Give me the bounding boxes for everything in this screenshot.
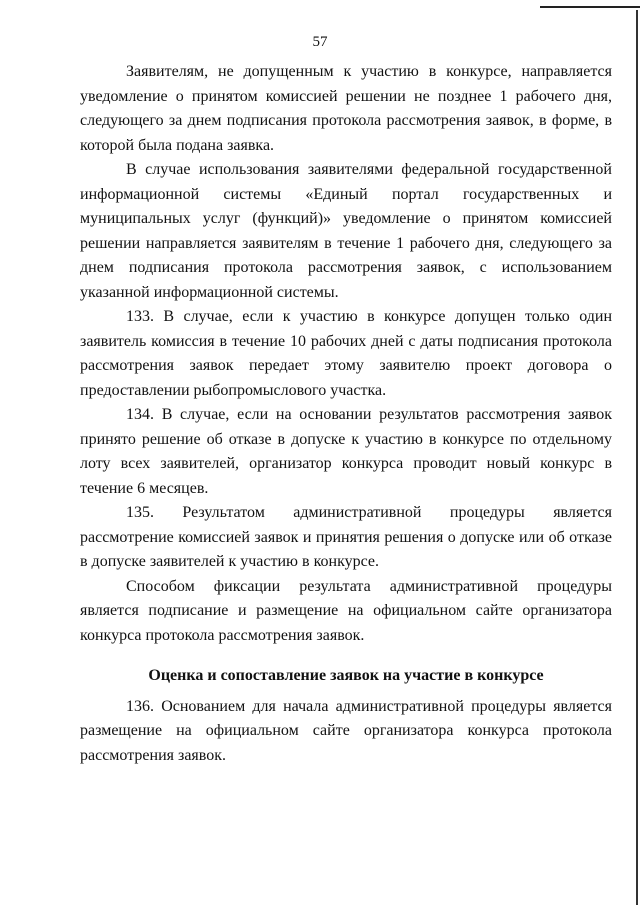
scan-edge-top — [540, 6, 640, 8]
page-number: 57 — [312, 34, 328, 50]
paragraph-epgu-notice: В случае использования заявителями федеральной государственной информационной системы «Единый портал государственных и муниципальных услуг (функций)» уведомление о принятом комиссией решении направляется заявителям в течение 1 рабочего дня, следующего за днем подписания протокола рассмотрения заявок, с использованием указанной информационной системы. — [80, 161, 612, 301]
section-heading: Оценка и сопоставление заявок на участие в конкурсе — [148, 667, 544, 684]
paragraph-133: 133. В случае, если к участию в конкурсе допущен только один заявитель комиссия в течение 10 рабочих дней с даты подписания протокола рассмотрения заявок передает этому заявителю проект договора о предоставлении рыбопромыслового участка. — [80, 308, 612, 399]
paragraph-fixation-method: Способом фиксации результата административной процедуры является подписание и размещение на официальном сайте организатора конкурса протокола рассмотрения заявок. — [80, 577, 612, 644]
document-body — [80, 60, 612, 768]
paragraph-134: 134. В случае, если на основании результатов рассмотрения заявок принято решение об отказе в допуске к участию в конкурсе по отдельному лоту всех заявителей, организатор конкурса проводит новый конкурс в течение 6 месяцев. — [80, 406, 612, 497]
paragraph-136: 136. Основанием для начала административной процедуры является размещение на официальном сайте организатора конкурса протокола рассмотрения заявок. — [80, 697, 612, 764]
paragraph-rejection-notice: Заявителям, не допущенным к участию в конкурсе, направляется уведомление о принятом комиссией решении не позднее 1 рабочего дня, следующего за днем подписания протокола рассмотрения заявок, в форме, в которой была подана заявка. — [80, 63, 612, 154]
paragraph-135: 135. Результатом административной процедуры является рассмотрение комиссией заявок и принятия решения о допуске или об отказе в допуске заявителей к участию в конкурсе. — [80, 504, 612, 570]
scan-edge-right — [636, 10, 638, 905]
